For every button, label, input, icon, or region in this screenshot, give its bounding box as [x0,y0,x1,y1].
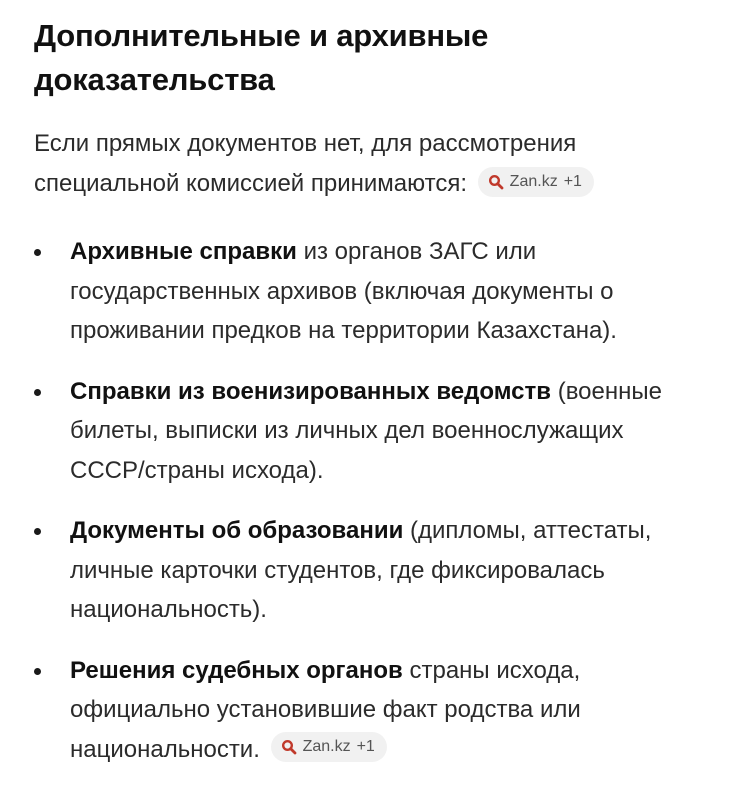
source-chip-label: Zan.kz [509,172,558,190]
list-item-title: Архивные справки [70,238,297,265]
list-item-text: (дипломы, аттестаты, личные карточки студентов, где фиксировалась национальность). [70,517,652,623]
bullet-dot [34,668,41,675]
list-item-text: из органов ЗАГС или государственных архивов (включая документы о проживании предков на территории Казахстана). [70,238,617,344]
source-chip[interactable] [271,732,387,762]
search-icon [488,174,504,190]
intro-text: Если прямых документов нет, для рассмотрения специальной комиссией принимаются: [34,130,577,197]
list-item [34,232,701,351]
source-chip[interactable] [478,167,594,197]
list-item-text: (военные билеты, выписки из личных дел военнослужащих СССР/страны исхода). [70,377,662,484]
evidence-list [34,232,701,769]
bullet-dot [34,389,41,396]
bullet-dot [34,528,41,535]
list-item-text: страны исхода, официально установившие факт родства или национальности. [70,656,581,763]
list-item-title: Документы об образовании [70,517,404,544]
list-item-title: Справки из военизированных ведомств [70,377,552,405]
source-chip-count: +1 [356,738,375,756]
intro-paragraph [34,124,701,204]
source-chip-count: +1 [563,172,582,190]
source-chip-label: Zan.kz [302,738,351,756]
list-item [34,372,701,491]
list-item [34,511,701,630]
list-item-title: Решения судебных органов [70,656,403,684]
section-heading: Дополнительные и архивные доказательства [34,18,489,97]
bullet-dot [34,249,41,256]
list-item [34,651,701,770]
search-icon [281,739,297,755]
